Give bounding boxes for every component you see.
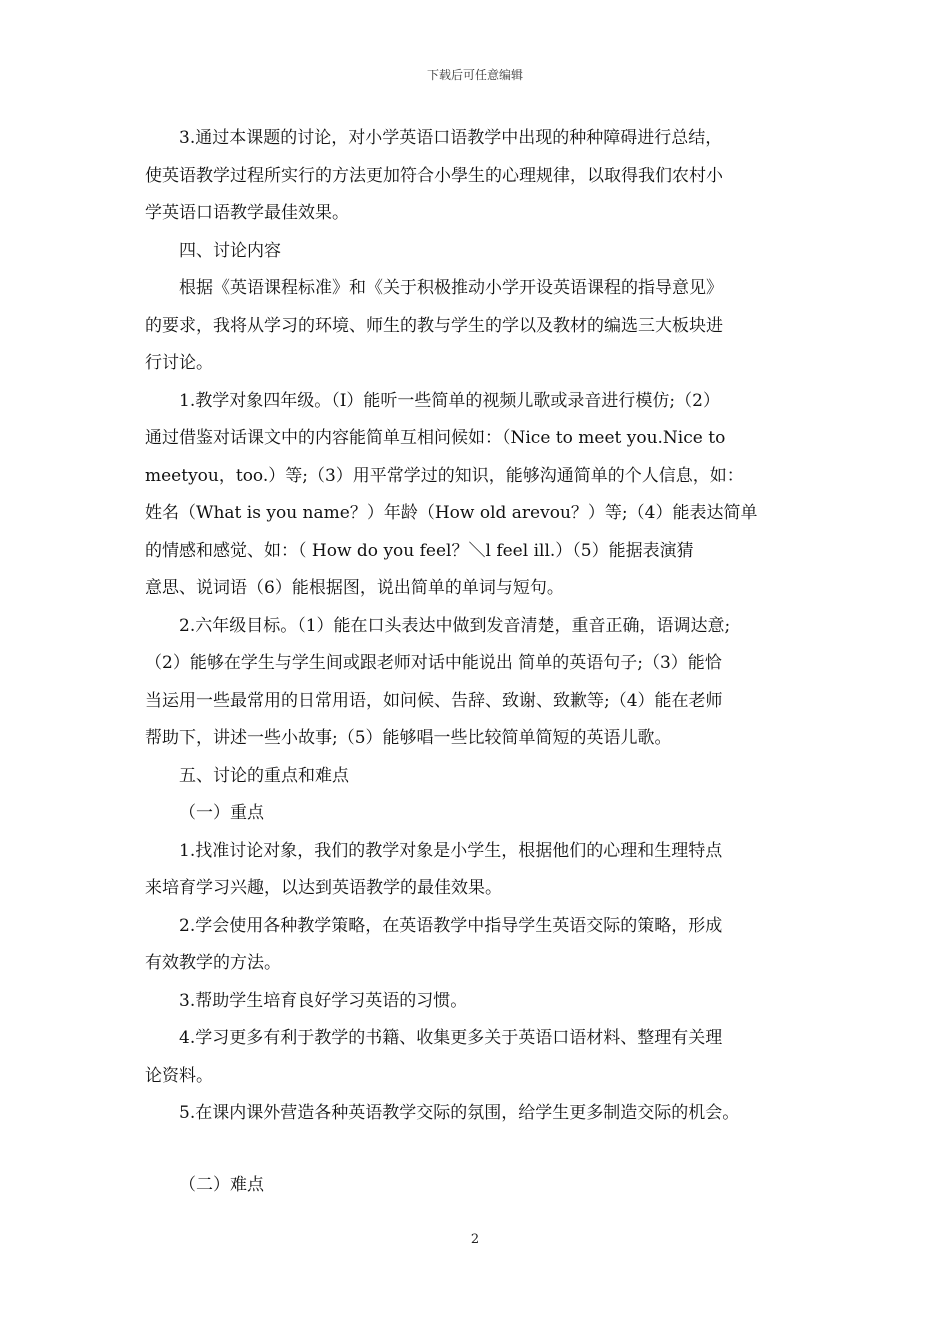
- page-header-note: 下载后可任意编辑: [426, 68, 523, 82]
- paragraph-line: （2）能够在学生与学生间或跟老师对话中能说出 简单的英语句子;（3）能恰: [145, 653, 722, 673]
- paragraph-line: 1.找准讨论对象，我们的教学对象是小学生，根据他们的心理和生理特点: [179, 840, 723, 861]
- subsection-heading: （一）重点: [179, 803, 264, 823]
- paragraph-line: meetyou，too.）等;（3）用平常学过的知识，能够沟通简单的个人信息，如：: [145, 465, 744, 486]
- paragraph-line: 5.在课内课外营造各种英语教学交际的氛围，给学生更多制造交际的机会。: [179, 1103, 740, 1123]
- paragraph-line: 根据《英语课程标准》和《关于积极推动小学开设英语课程的指导意见》: [179, 278, 723, 298]
- paragraph-line: 1.教学对象四年级。（I）能听一些简单的视频儿歌或录音进行模仿;（2）: [179, 390, 720, 411]
- paragraph-line: 当运用一些最常用的日常用语，如问候、告辞、致谢、致歉等;（4）能在老师: [145, 690, 723, 711]
- paragraph-line: 有效教学的方法。: [145, 953, 281, 973]
- section-heading: 五、讨论的重点和难点: [179, 765, 349, 786]
- paragraph-line: 2.六年级目标。（1）能在口头表达中做到发音清楚，重音正确，语调达意;: [179, 615, 731, 636]
- document-body: [145, 120, 811, 1204]
- paragraph-line: 使英语教学过程所实行的方法更加符合小學生的心理规律，以取得我们农村小: [145, 165, 723, 186]
- paragraph-line: 行讨论。: [145, 353, 213, 373]
- page-number: 2: [470, 1232, 480, 1247]
- section-heading: 四、讨论内容: [179, 240, 281, 261]
- paragraph-line: 姓名（What is you name？）年龄（How old arevou？）等;（4）能表达简单: [145, 503, 758, 523]
- paragraph-line: 4.学习更多有利于教学的书籍、收集更多关于英语口语材料、整理有关理: [179, 1028, 723, 1048]
- paragraph-line: 来培育学习兴趣，以达到英语教学的最佳效果。: [145, 878, 502, 898]
- paragraph-line: 3.帮助学生培育良好学习英语的习惯。: [179, 990, 468, 1011]
- paragraph-line: 3.通过本课题的讨论，对小学英语口语教学中出现的种种障碍进行总结，: [179, 128, 723, 148]
- paragraph-line: 意思、说词语（6）能根据图，说出简单的单词与短句。: [145, 578, 564, 598]
- paragraph-line: 的情感和感觉、如：（ How do you feel？＼l feel ill.）（5）能据表演猜: [145, 540, 694, 561]
- paragraph-line: 通过借鉴对话课文中的内容能简单互相问候如：（Nice to meet you.Nice to: [145, 428, 726, 448]
- paragraph-line: 学英语口语教学最佳效果。: [145, 203, 349, 223]
- paragraph-line: 论资料。: [145, 1065, 213, 1086]
- paragraph-line: 的要求，我将从学习的环境、师生的教与学生的学以及教材的编选三大板块进: [145, 315, 723, 336]
- subsection-heading: （二）难点: [179, 1174, 264, 1195]
- paragraph-line: 帮助下，讲述一些小故事;（5）能够唱一些比较简单简短的英语儿歌。: [145, 728, 672, 748]
- paragraph-line: 2.学会使用各种教学策略，在英语教学中指导学生英语交际的策略，形成: [179, 915, 723, 936]
